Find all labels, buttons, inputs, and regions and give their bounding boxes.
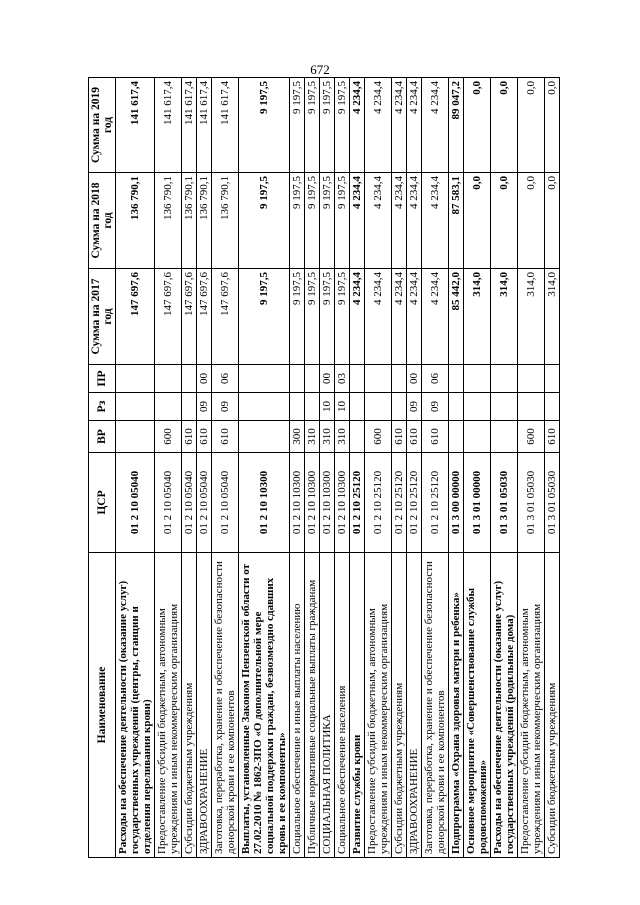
row-name: Заготовка, переработка, хранение и обеспечение безопасности донорской крови и ее компонентов (422, 553, 449, 858)
row-csr: 01 2 10 10300 (335, 453, 350, 553)
row-name: СОЦИАЛЬНАЯ ПОЛИТИКА (320, 553, 335, 858)
row-sum-2017: 9 197,5 (320, 269, 335, 365)
table-row (182, 78, 197, 858)
table-row (464, 78, 491, 858)
row-name: Субсидии бюджетным учреждениям (392, 553, 407, 858)
row-csr: 01 2 10 05040 (212, 453, 239, 553)
row-sum-2017: 4 234,4 (350, 269, 365, 365)
row-vr: 600 (365, 421, 392, 453)
row-sum-2017: 4 234,4 (422, 269, 449, 365)
row-rz (155, 393, 182, 421)
row-pr (116, 365, 155, 393)
row-sum-2018: 87 583,1 (449, 173, 464, 269)
row-sum-2018: 4 234,4 (407, 173, 422, 269)
row-csr: 01 2 10 25120 (392, 453, 407, 553)
row-sum-2017: 9 197,5 (305, 269, 320, 365)
row-vr: 600 (518, 421, 545, 453)
row-vr: 610 (545, 421, 560, 453)
row-rz (449, 393, 464, 421)
row-name: Заготовка, переработка, хранение и обеспечение безопасности донорской крови и ее компонентов (212, 553, 239, 858)
table-row (335, 78, 350, 858)
row-sum-2019: 9 197,5 (239, 78, 290, 173)
row-sum-2018: 136 790,1 (155, 173, 182, 269)
row-name: Субсидии бюджетным учреждениям (545, 553, 560, 858)
row-vr: 310 (305, 421, 320, 453)
row-sum-2017: 4 234,4 (407, 269, 422, 365)
page-number: 672 (310, 62, 330, 77)
table-row (491, 78, 518, 858)
row-vr: 310 (320, 421, 335, 453)
row-sum-2018: 136 790,1 (212, 173, 239, 269)
row-csr: 01 2 10 10300 (290, 453, 305, 553)
row-sum-2018: 9 197,5 (290, 173, 305, 269)
row-pr: 00 (320, 365, 335, 393)
row-csr: 01 2 10 05040 (116, 453, 155, 553)
row-csr: 01 2 10 05040 (155, 453, 182, 553)
row-sum-2017: 147 697,6 (212, 269, 239, 365)
table-row (392, 78, 407, 858)
row-sum-2018: 0,0 (545, 173, 560, 269)
row-sum-2019: 0,0 (491, 78, 518, 173)
row-csr: 01 2 10 25120 (350, 453, 365, 553)
table-row (305, 78, 320, 858)
row-name: Подпрограмма «Охрана здоровья матери и ребенка» (449, 553, 464, 858)
row-vr (464, 421, 491, 453)
row-rz (290, 393, 305, 421)
row-csr: 01 2 10 05040 (182, 453, 197, 553)
row-name: Выплаты, установленные Законом Пензенской области от 27.02.2010 № 1862-ЗПО «О дополнительной мере социальной поддержки граждан, безвозмездно сдавших кровь и ее компоненты» (239, 553, 290, 858)
header-2019: Сумма на 2019 год (89, 78, 116, 173)
table-row (449, 78, 464, 858)
row-csr: 01 3 01 00000 (464, 453, 491, 553)
row-sum-2019: 141 617,4 (116, 78, 155, 173)
row-rz (116, 393, 155, 421)
row-sum-2017: 314,0 (491, 269, 518, 365)
row-pr (239, 365, 290, 393)
table-row (350, 78, 365, 858)
row-sum-2017: 147 697,6 (197, 269, 212, 365)
row-sum-2019: 89 047,2 (449, 78, 464, 173)
row-sum-2019: 9 197,5 (335, 78, 350, 173)
row-sum-2019: 4 234,4 (392, 78, 407, 173)
table-row (212, 78, 239, 858)
row-pr (545, 365, 560, 393)
table-row (239, 78, 290, 858)
table-row (422, 78, 449, 858)
row-rz (392, 393, 407, 421)
row-vr: 300 (290, 421, 305, 453)
row-csr: 01 3 00 00000 (449, 453, 464, 553)
row-pr (518, 365, 545, 393)
row-sum-2018: 136 790,1 (197, 173, 212, 269)
header-rz: Рз (89, 393, 116, 421)
row-sum-2017: 314,0 (518, 269, 545, 365)
row-sum-2019: 0,0 (545, 78, 560, 173)
header-2017: Сумма на 2017 год (89, 269, 116, 365)
row-rz (239, 393, 290, 421)
row-sum-2018: 4 234,4 (350, 173, 365, 269)
row-vr: 600 (155, 421, 182, 453)
row-csr: 01 2 10 05040 (197, 453, 212, 553)
table-row (407, 78, 422, 858)
table-row (197, 78, 212, 858)
row-sum-2017: 147 697,6 (155, 269, 182, 365)
row-sum-2019: 0,0 (464, 78, 491, 173)
table-row (155, 78, 182, 858)
row-name: Публичные нормативные социальные выплаты гражданам (305, 553, 320, 858)
row-csr: 01 2 10 25120 (407, 453, 422, 553)
row-sum-2017: 9 197,5 (239, 269, 290, 365)
row-name: Расходы на обеспечение деятельности (оказание услуг) государственных учреждений (центры, станции и отделения переливания крови) (116, 553, 155, 858)
row-pr (350, 365, 365, 393)
row-rz: 09 (422, 393, 449, 421)
row-rz: 09 (212, 393, 239, 421)
row-pr: 00 (197, 365, 212, 393)
table-container (88, 78, 588, 858)
row-name: Социальное обеспечение и иные выплаты населению (290, 553, 305, 858)
row-name: Социальное обеспечение населения (335, 553, 350, 858)
row-sum-2019: 4 234,4 (422, 78, 449, 173)
row-pr: 00 (407, 365, 422, 393)
row-sum-2018: 136 790,1 (116, 173, 155, 269)
row-sum-2018: 9 197,5 (335, 173, 350, 269)
row-csr: 01 2 10 25120 (422, 453, 449, 553)
row-vr: 610 (197, 421, 212, 453)
row-pr (290, 365, 305, 393)
row-sum-2017: 314,0 (545, 269, 560, 365)
header-pr: ПР (89, 365, 116, 393)
row-rz: 10 (320, 393, 335, 421)
row-csr: 01 3 01 05030 (545, 453, 560, 553)
row-rz (365, 393, 392, 421)
row-rz: 09 (197, 393, 212, 421)
row-vr: 610 (182, 421, 197, 453)
header-vr: ВР (89, 421, 116, 453)
row-sum-2019: 0,0 (518, 78, 545, 173)
row-name: ЗДРАВООХРАНЕНИЕ (197, 553, 212, 858)
row-sum-2018: 0,0 (491, 173, 518, 269)
row-csr: 01 2 10 10300 (320, 453, 335, 553)
row-sum-2018: 4 234,4 (392, 173, 407, 269)
row-rz (545, 393, 560, 421)
row-sum-2019: 141 617,4 (197, 78, 212, 173)
row-pr (365, 365, 392, 393)
table-row (116, 78, 155, 858)
table-row (365, 78, 392, 858)
row-rz (518, 393, 545, 421)
row-vr (449, 421, 464, 453)
row-rz: 09 (407, 393, 422, 421)
row-pr: 06 (422, 365, 449, 393)
row-sum-2018: 9 197,5 (239, 173, 290, 269)
row-rz: 10 (335, 393, 350, 421)
row-sum-2017: 314,0 (464, 269, 491, 365)
row-pr (449, 365, 464, 393)
row-sum-2019: 9 197,5 (290, 78, 305, 173)
row-sum-2018: 4 234,4 (365, 173, 392, 269)
budget-table (88, 77, 560, 858)
row-sum-2019: 4 234,4 (407, 78, 422, 173)
row-vr (239, 421, 290, 453)
rotated-table-frame (88, 78, 588, 858)
row-rz (491, 393, 518, 421)
row-sum-2019: 141 617,4 (155, 78, 182, 173)
row-rz (350, 393, 365, 421)
row-sum-2018: 0,0 (518, 173, 545, 269)
row-rz (464, 393, 491, 421)
row-sum-2017: 4 234,4 (365, 269, 392, 365)
row-sum-2017: 85 442,0 (449, 269, 464, 365)
row-vr: 610 (392, 421, 407, 453)
row-rz (305, 393, 320, 421)
row-sum-2017: 147 697,6 (182, 269, 197, 365)
row-sum-2019: 9 197,5 (320, 78, 335, 173)
row-sum-2019: 4 234,4 (350, 78, 365, 173)
row-pr: 06 (212, 365, 239, 393)
header-2018: Сумма на 2018 год (89, 173, 116, 269)
row-name: Основное мероприятие «Совершенствование службы родовспоможения» (464, 553, 491, 858)
row-sum-2019: 9 197,5 (305, 78, 320, 173)
row-pr (392, 365, 407, 393)
row-sum-2018: 0,0 (464, 173, 491, 269)
row-csr: 01 3 01 05030 (491, 453, 518, 553)
row-pr (491, 365, 518, 393)
table-row (290, 78, 305, 858)
header-csr: ЦСР (89, 453, 116, 553)
row-sum-2017: 9 197,5 (290, 269, 305, 365)
table-body (116, 78, 560, 858)
row-sum-2019: 4 234,4 (365, 78, 392, 173)
row-pr (464, 365, 491, 393)
row-name: ЗДРАВООХРАНЕНИЕ (407, 553, 422, 858)
table-row (545, 78, 560, 858)
row-csr: 01 3 01 05030 (518, 453, 545, 553)
row-sum-2017: 147 697,6 (116, 269, 155, 365)
row-name: Предоставление субсидий бюджетным, автономным учреждениям и иным некоммерческим организациям (518, 553, 545, 858)
table-row (518, 78, 545, 858)
header-name: Наименование (89, 553, 116, 858)
row-sum-2018: 9 197,5 (305, 173, 320, 269)
row-sum-2017: 4 234,4 (392, 269, 407, 365)
row-name: Расходы на обеспечение деятельности (оказание услуг) государственных учреждений (родильные дома) (491, 553, 518, 858)
row-csr: 01 2 10 25120 (365, 453, 392, 553)
row-pr (155, 365, 182, 393)
row-vr: 610 (212, 421, 239, 453)
row-sum-2017: 9 197,5 (335, 269, 350, 365)
row-sum-2018: 4 234,4 (422, 173, 449, 269)
row-vr: 610 (407, 421, 422, 453)
row-pr: 03 (335, 365, 350, 393)
row-name: Субсидии бюджетным учреждениям (182, 553, 197, 858)
row-vr (350, 421, 365, 453)
row-pr (182, 365, 197, 393)
row-name: Предоставление субсидий бюджетным, автономным учреждениям и иным некоммерческим организациям (365, 553, 392, 858)
row-sum-2018: 9 197,5 (320, 173, 335, 269)
row-csr: 01 2 10 10300 (305, 453, 320, 553)
row-vr: 310 (335, 421, 350, 453)
row-vr (491, 421, 518, 453)
row-sum-2018: 136 790,1 (182, 173, 197, 269)
table-row (320, 78, 335, 858)
row-name: Предоставление субсидий бюджетным, автономным учреждениям и иным некоммерческим организациям (155, 553, 182, 858)
row-rz (182, 393, 197, 421)
table-header (89, 78, 116, 858)
row-name: Развитие службы крови (350, 553, 365, 858)
row-sum-2019: 141 617,4 (212, 78, 239, 173)
row-vr: 610 (422, 421, 449, 453)
row-csr: 01 2 10 10300 (239, 453, 290, 553)
row-sum-2019: 141 617,4 (182, 78, 197, 173)
row-pr (305, 365, 320, 393)
row-vr (116, 421, 155, 453)
